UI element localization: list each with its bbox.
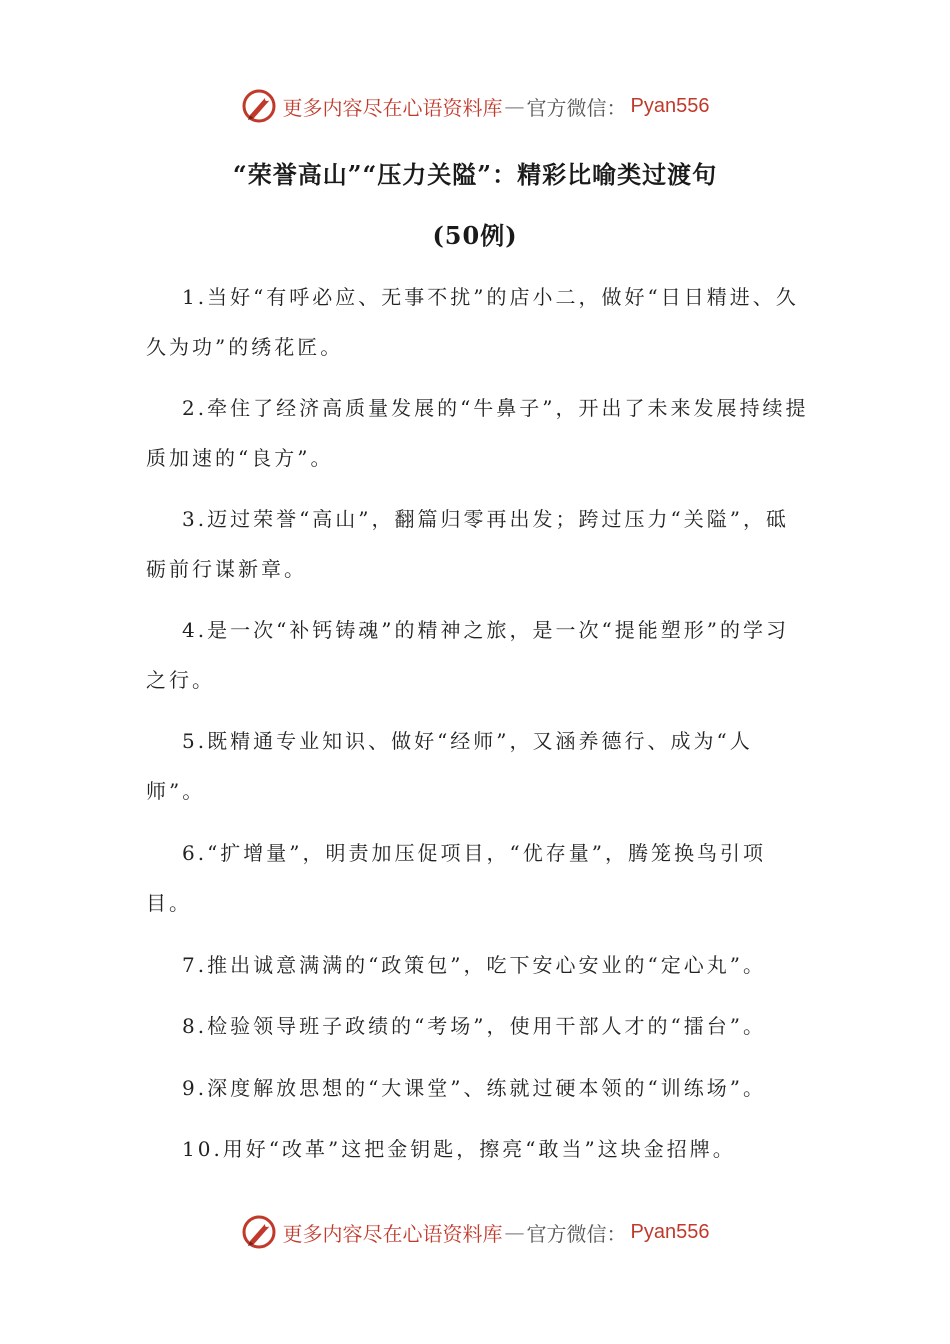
banner-wechat-id: Pyan556: [630, 1220, 710, 1243]
banner-wechat-label: 官方微信：: [526, 95, 627, 120]
list-item: 10.用好“改革”这把金钥匙，擦亮“敢当”这块金招牌。: [182, 1137, 736, 1161]
banner-dash: —: [504, 94, 525, 118]
footer-banner: [0, 1212, 950, 1252]
banner-wechat-label: 官方微信：: [526, 1221, 627, 1246]
pen-logo-icon: [241, 1214, 277, 1250]
list-item: 8.检验领导班子政绩的“考场”，使用干部人才的“擂台”。: [182, 1014, 766, 1038]
pen-logo-icon: [241, 88, 277, 124]
banner-slogan: 更多内容尽在心语资料库: [282, 1221, 503, 1246]
page-subtitle: (50例): [432, 221, 518, 250]
banner-dash: —: [504, 1220, 525, 1244]
list-item: 3.迈过荣誉“高山”，翻篇归零再出发；跨过压力“关隘”，砥砺前行谋新章。: [146, 507, 789, 581]
list-item: 4.是一次“补钙铸魂”的精神之旅，是一次“提能塑形”的学习之行。: [146, 618, 789, 692]
list-item: 7.推出诚意满满的“政策包”，吃下安心安业的“定心丸”。: [182, 953, 766, 977]
list-item: 2.牵住了经济高质量发展的“牛鼻子”，开出了未来发展持续提质加速的“良方”。: [146, 396, 809, 470]
banner-wechat-id: Pyan556: [630, 94, 710, 117]
list-item: 5.既精通专业知识、做好“经师”，又涵养德行、成为“人师”。: [146, 729, 753, 803]
header-banner: [0, 86, 950, 126]
list-item: 9.深度解放思想的“大课堂”、练就过硬本领的“训练场”。: [182, 1076, 766, 1100]
banner-slogan: 更多内容尽在心语资料库: [282, 95, 503, 120]
list-item: 6.“扩增量”，明责加压促项目，“优存量”，腾笼换鸟引项目。: [146, 841, 766, 915]
list-item: 1.当好“有呼必应、无事不扰”的店小二，做好“日日精进、久久为功”的绣花匠。: [146, 285, 799, 359]
page-title: “荣誉高山”“压力关隘”：精彩比喻类过渡句: [232, 160, 718, 189]
